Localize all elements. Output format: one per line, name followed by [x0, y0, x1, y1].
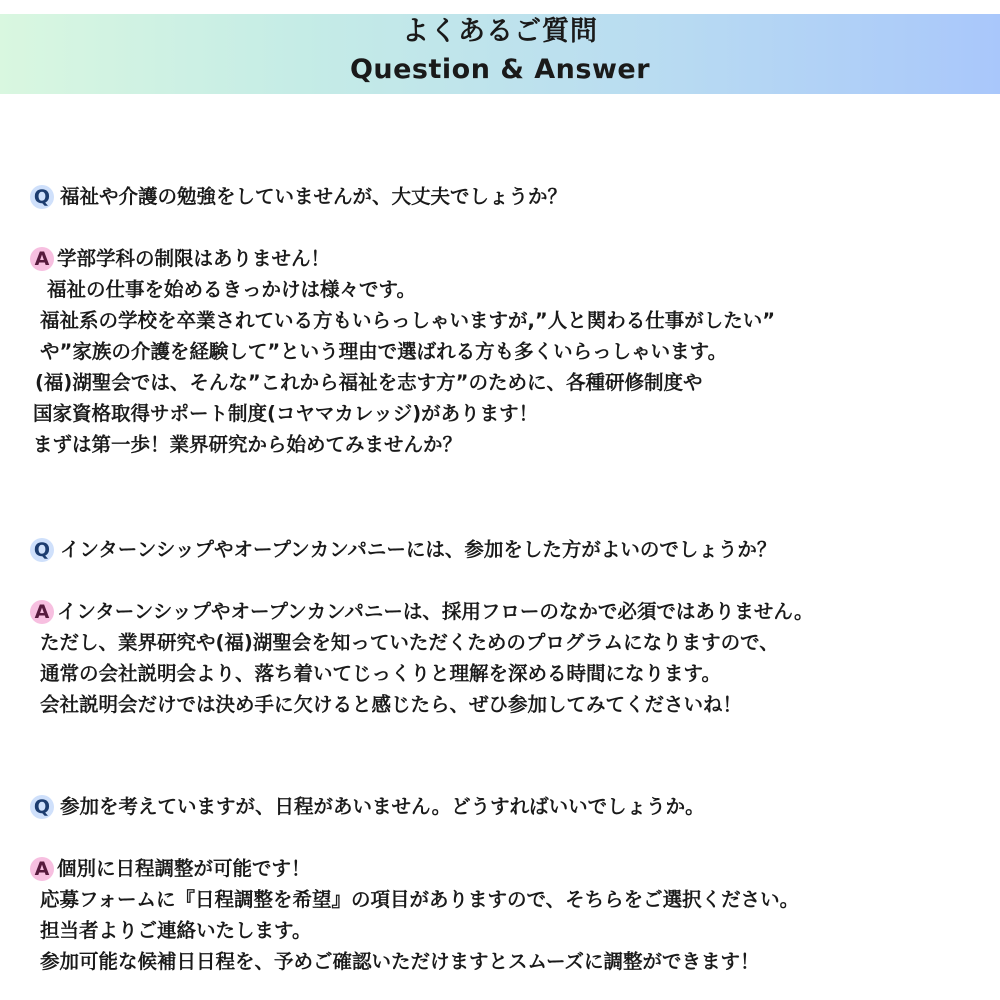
answer-text: 福祉の仕事を始めるきっかけは様々です。	[47, 278, 416, 301]
header-banner	[0, 14, 1000, 94]
question-line	[30, 534, 990, 565]
answer-text: 国家資格取得サポート制度(コヤマカレッジ)があります！	[33, 402, 539, 425]
answer-line	[30, 884, 990, 915]
answer-text: 福祉系の学校を卒業されている方もいらっしゃいますが,”人と関わる仕事がしたい”	[40, 309, 776, 332]
qa-item-1	[30, 181, 990, 460]
spacer	[30, 822, 990, 853]
answer-text: 個別に日程調整が可能です！	[57, 857, 311, 880]
answer-text: 応募フォームに『日程調整を希望』の項目がありますので、そちらをご選択ください。	[40, 888, 800, 911]
answer-text: 担当者よりご連絡いたします。	[40, 919, 312, 942]
page-title: よくあるご質問	[402, 16, 598, 47]
answer-line	[30, 627, 990, 658]
answer-line	[30, 596, 990, 627]
a-badge: A	[30, 247, 54, 271]
question-text: インターンシップやオープンカンパニーには、参加をした方がよいのでしょうか？	[60, 538, 777, 561]
a-badge: A	[30, 600, 54, 624]
answer-text: 学部学科の制限はありません！	[57, 247, 331, 270]
answer-line	[30, 336, 990, 367]
question-line	[30, 791, 990, 822]
answer-text: まずは第一歩！業界研究から始めてみませんか？	[33, 433, 463, 456]
answer-text: や”家族の介護を経験して”という理由で選ばれる方も多くいらっしゃいます。	[40, 340, 728, 363]
question-text: 参加を考えていますが、日程があいません。どうすればいいでしょうか。	[60, 795, 705, 818]
answer-line	[30, 274, 990, 305]
answer-line	[30, 398, 990, 429]
answer-line	[30, 367, 990, 398]
answer-line	[30, 915, 990, 946]
answer-text: 参加可能な候補日日程を、予めご確認いただけますとスムーズに調整ができます！	[40, 950, 760, 973]
answer-line	[30, 853, 990, 884]
q-badge: Q	[30, 795, 54, 819]
answer-line	[30, 658, 990, 689]
answer-line	[30, 429, 990, 460]
answer-text: ただし、業界研究や(福)湖聖会を知っていただくためのプログラムになりますので、	[40, 631, 779, 654]
answer-text: インターンシップやオープンカンパニーは、採用フローのなかで必須ではありません。	[57, 600, 814, 623]
answer-text: 会社説明会だけでは決め手に欠けると感じたら、ぜひ参加してみてくださいね！	[40, 693, 743, 716]
spacer	[30, 565, 990, 596]
a-badge: A	[30, 857, 54, 881]
answer-line	[30, 689, 990, 720]
answer-line	[30, 946, 990, 977]
answer-text: (福)湖聖会では、そんな”これから福祉を志す方”のために、各種研修制度や	[35, 371, 703, 394]
q-badge: Q	[30, 538, 54, 562]
question-line	[30, 181, 990, 212]
qa-item-3	[30, 791, 990, 977]
q-badge: Q	[30, 185, 54, 209]
answer-line	[30, 243, 990, 274]
question-text: 福祉や介護の勉強をしていませんが、大丈夫でしょうか？	[60, 185, 568, 208]
page-subtitle: Question & Answer	[349, 54, 651, 85]
answer-text: 通常の会社説明会より、落ち着いてじっくりと理解を深める時間になります。	[40, 662, 721, 685]
spacer	[30, 212, 990, 243]
answer-line	[30, 305, 990, 336]
qa-item-2	[30, 534, 990, 720]
